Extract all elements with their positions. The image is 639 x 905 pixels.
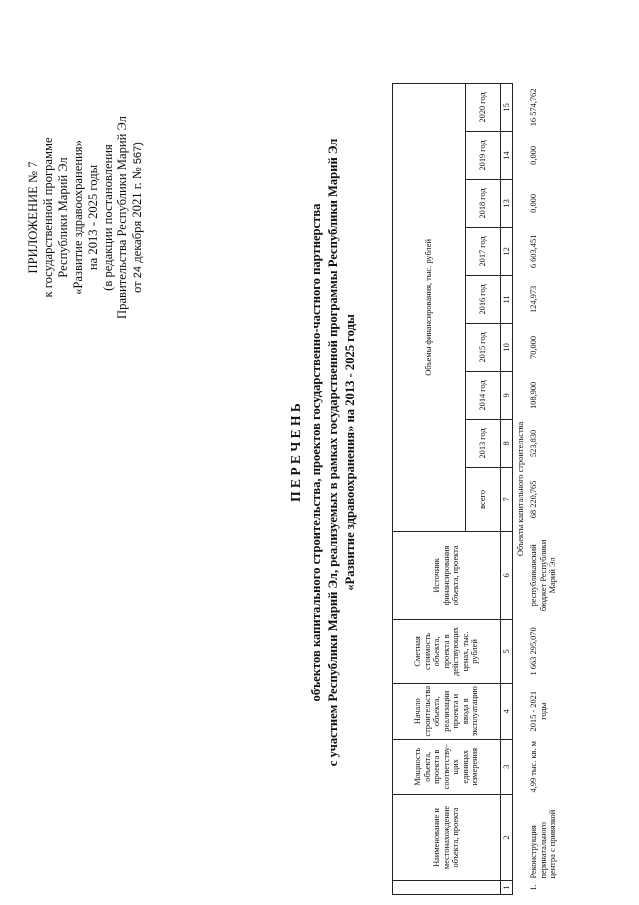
column-number-row — [501, 83, 513, 894]
column-number: 4 — [501, 683, 513, 739]
column-number: 10 — [501, 323, 513, 371]
column-number: 9 — [501, 371, 513, 419]
row-cost: 1 663 295,070 — [529, 627, 538, 676]
row-total: 68 220,765 — [529, 480, 538, 519]
header-row — [393, 83, 466, 894]
header-cell-year: 2019 год — [466, 131, 501, 179]
row-capacity: 4,99 тыс. кв. м — [529, 741, 538, 793]
column-number: 11 — [501, 275, 513, 323]
row-year-value: 70,000 — [529, 335, 538, 359]
header-cell-start: Начало строительства объекта, реализации проекта и ввода в эксплуатацию — [393, 683, 501, 739]
column-number: 14 — [501, 131, 513, 179]
document-subtitle-line: «Развитие здравоохранения» на 2013 - 2025 годы — [343, 314, 357, 591]
appendix-line: на 2013 - 2025 годы — [85, 164, 100, 271]
appendix-title: ПРИЛОЖЕНИЕ № 7 — [26, 161, 40, 274]
header-cell-cost: Сметная стоимость объекта, проекта в действующих ценах, тыс. рублей — [393, 619, 501, 683]
header-cell-name: Наименование и местонахождение объекта, проекта — [393, 795, 501, 881]
header-cell-source: Источник финансирования объекта, проекта — [393, 531, 501, 619]
header-cell-year: 2013 год — [466, 419, 501, 467]
appendix-line: к государственной программе — [40, 137, 55, 298]
date-prefix: от — [130, 281, 145, 293]
row-year-value: 6 603,451 — [529, 234, 538, 269]
row-name: Реконструкция перинатального центра с привязкой — [529, 809, 558, 879]
header-cell-year: 2018 год — [466, 179, 501, 227]
appendix-heading — [26, 35, 146, 400]
document-subtitle-line: объектов капитального строительства, проектов государственно-частного партнерства — [309, 203, 323, 702]
appendix-date-line — [130, 35, 146, 400]
header-cell-year: 2020 год — [466, 83, 501, 131]
appendix-line: «Развитие здравоохранения» — [70, 140, 85, 295]
row-year-value: 0,000 — [529, 193, 538, 213]
header-cell-capacity: Мощность объекта, проекта в соответству-щих единицах измерения — [393, 739, 501, 794]
column-number: 15 — [501, 83, 513, 131]
document-number: 567) — [132, 142, 145, 165]
date-rest: декабря 2021 г. № — [130, 167, 145, 263]
column-number: 1 — [501, 881, 513, 895]
row-year-value: 108,900 — [529, 381, 538, 410]
appendix-line: Республики Марий Эл — [55, 157, 70, 278]
capital-projects-table — [392, 83, 630, 895]
header-cell-year: 2015 год — [466, 323, 501, 371]
document-title: П Е Р Е Ч Е Н Ь — [288, 403, 303, 502]
document-subtitle-line: с участием Республики Марий Эл, реализуемых в рамках государственной программы Республики Марий Эл — [326, 138, 340, 767]
column-number: 8 — [501, 419, 513, 467]
row-source: республиканский бюджет Республики Марий Эл — [529, 539, 558, 612]
appendix-line: Правительства Республики Марий Эл — [115, 116, 130, 319]
row-year-value: 16 574,762 — [529, 88, 538, 127]
appendix-line: (в редакции постановления — [100, 144, 115, 291]
row-start: 2015 - 2021 годы — [529, 690, 548, 732]
header-cell-funding: Объемы финансирования, тыс. рублей — [393, 83, 466, 531]
row-number: 1. — [529, 884, 538, 891]
section-row — [513, 83, 529, 894]
column-number: 5 — [501, 619, 513, 683]
column-number: 12 — [501, 227, 513, 275]
header-cell-year: 2016 год — [466, 275, 501, 323]
header-cell-total: всего — [466, 467, 501, 531]
header-cell-year: 2017 год — [466, 227, 501, 275]
row-year-value: 124,973 — [529, 285, 538, 314]
section-title: Объекты капитального строительства — [515, 421, 525, 557]
row-year-value: 523,830 — [529, 429, 538, 458]
column-number: 13 — [501, 179, 513, 227]
row-year-value: 0,000 — [529, 145, 538, 165]
header-cell-number — [393, 881, 501, 895]
column-number: 6 — [501, 531, 513, 619]
column-number: 3 — [501, 739, 513, 794]
column-number: 7 — [501, 467, 513, 531]
header-cell-year: 2014 год — [466, 371, 501, 419]
table-row — [528, 83, 630, 894]
date-day: 24 — [132, 265, 145, 279]
column-number: 2 — [501, 795, 513, 881]
